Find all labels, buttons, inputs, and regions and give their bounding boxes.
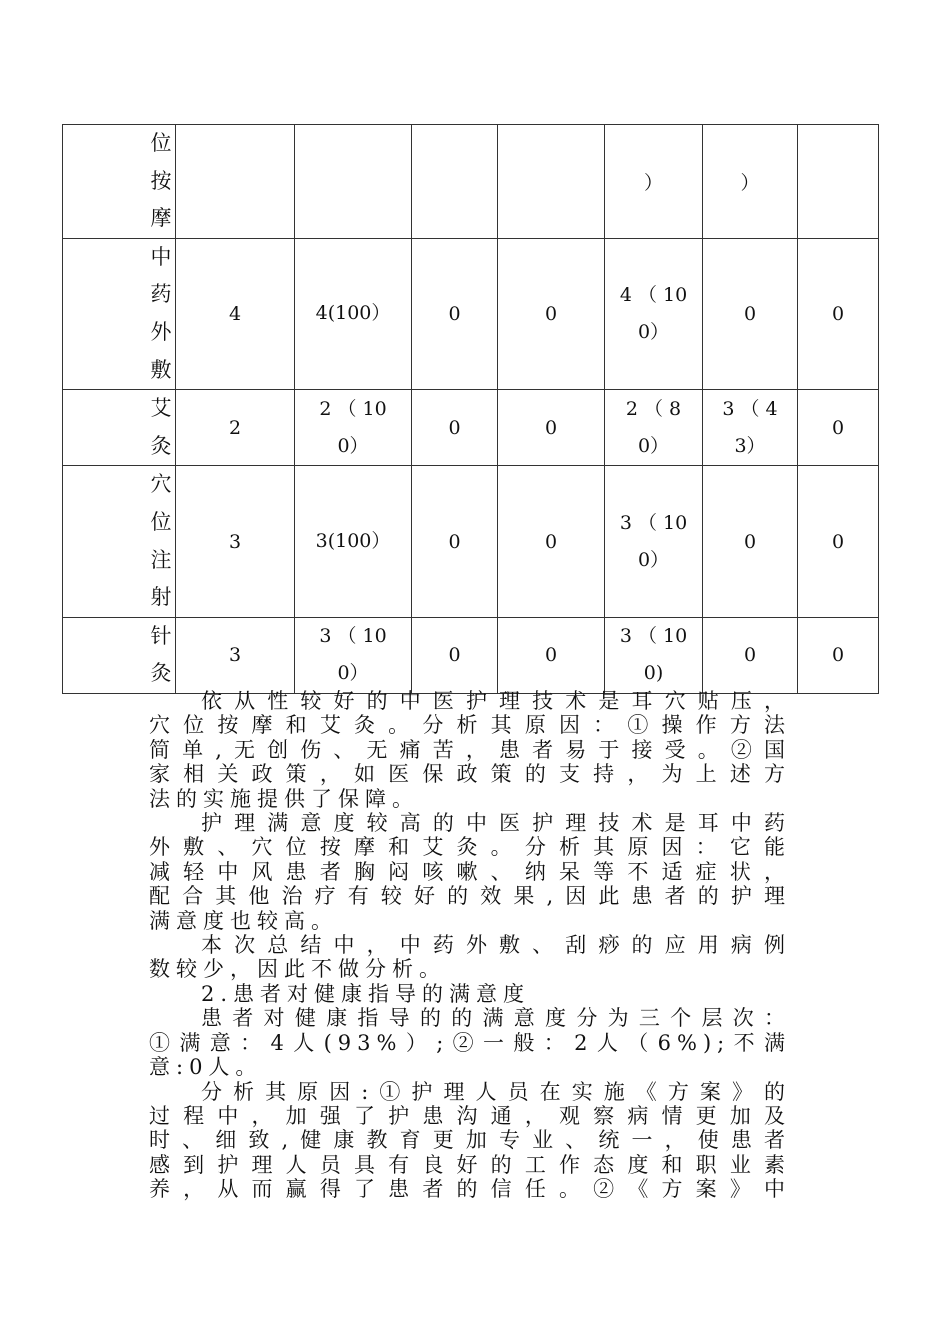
table-cell	[295, 466, 412, 617]
table-cell	[295, 125, 412, 239]
table-cell: 0	[703, 466, 798, 617]
table-cell	[176, 125, 295, 239]
paragraph-line: 法的实施提供了保障。	[149, 786, 419, 811]
table-cell: 0	[703, 238, 798, 389]
paragraph-line: 患者对健康指导的的满意度分为三个层次：	[201, 1006, 791, 1031]
paragraph-line: 外敷、穴位按摩和艾灸。分析其原因：它能	[149, 835, 791, 860]
table-cell: 0	[798, 390, 879, 466]
cell-text: 3 （ 43）	[722, 397, 778, 457]
row-label-cell	[63, 617, 176, 693]
paragraph-line: 过程中，加强了护患沟通，观察病情更加及	[149, 1103, 791, 1128]
row-label-cell	[63, 238, 176, 389]
table-cell: 0	[798, 466, 879, 617]
table-cell: 0	[798, 238, 879, 389]
table-cell: 0	[703, 617, 798, 693]
row-label: 穴位注射	[150, 472, 172, 610]
cell-text: 2 （ 80）	[625, 397, 682, 457]
table-cell: 3	[176, 466, 295, 617]
table-cell	[605, 390, 703, 466]
table-cell: 2	[176, 390, 295, 466]
row-label: 中药外敷	[150, 244, 172, 382]
paragraph-line: 简单,无创伤、无痛苦，患者易于接受。②国	[149, 737, 791, 762]
table-cell: 0	[412, 390, 498, 466]
table-row	[63, 617, 879, 693]
table-cell	[295, 390, 412, 466]
table-cell	[605, 617, 703, 693]
cell-text: 4 （ 100）	[619, 283, 688, 343]
table-cell: 0	[498, 390, 605, 466]
table-cell: 0	[498, 238, 605, 389]
table-cell: ）	[703, 125, 798, 239]
table-cell	[498, 125, 605, 239]
paragraph-line: 减轻中风患者胸闷咳嗽、纳呆等不适症状，	[149, 859, 791, 884]
row-label-cell	[63, 125, 176, 239]
table-cell	[295, 238, 412, 389]
row-label: 艾灸	[150, 396, 172, 458]
table-row	[63, 390, 879, 466]
table-cell	[798, 125, 879, 239]
cell-text: 3 （ 100）	[319, 625, 387, 685]
table-cell	[605, 238, 703, 389]
paragraph-line: 感到护理人员具有良好的工作态度和职业素	[149, 1152, 791, 1177]
table-cell	[703, 390, 798, 466]
nursing-technique-table	[62, 124, 879, 694]
paragraph-line: 家相关政策，如医保政策的支持，为上述方	[149, 762, 791, 787]
table-cell: 0	[412, 466, 498, 617]
section-heading: 2.患者对健康指导的满意度	[201, 981, 531, 1006]
table-cell: 0	[498, 466, 605, 617]
table-row	[63, 125, 879, 239]
table-cell	[605, 466, 703, 617]
table-row	[63, 238, 879, 389]
cell-text: 3(100）	[315, 530, 391, 553]
paragraph-line: 配合其他治疗有较好的效果,因此患者的护理	[149, 884, 791, 909]
cell-text: 2 （ 100）	[319, 397, 387, 457]
body-text	[149, 689, 791, 1202]
table-cell: 0	[798, 617, 879, 693]
table-cell	[295, 617, 412, 693]
paragraph-line: 穴位按摩和艾灸。分析其原因：①操作方法	[149, 713, 791, 738]
table-cell: 0	[412, 238, 498, 389]
table-cell: 4	[176, 238, 295, 389]
paragraph-line: 养，从而赢得了患者的信任。②《方案》中	[149, 1177, 791, 1202]
table-cell	[412, 125, 498, 239]
table-row	[63, 466, 879, 617]
paragraph-line: 依从性较好的中医护理技术是耳穴贴压，	[201, 689, 791, 713]
row-label-cell	[63, 390, 176, 466]
paragraph-line: 时、细致,健康教育更加专业、统一，使患者	[149, 1128, 791, 1153]
cell-text: 3 （ 100）	[619, 511, 688, 571]
cell-text: 3 （ 100)	[619, 625, 688, 685]
paragraph-line: ①满意：4人(93%）;②一般：2人（6%);不满	[149, 1030, 791, 1055]
row-label: 针灸	[150, 623, 172, 686]
paragraph-line: 数较少，因此不做分析。	[149, 957, 446, 982]
paragraph-line: 满意度也较高。	[149, 908, 338, 933]
table-cell: ）	[605, 125, 703, 239]
table-cell: 3	[176, 617, 295, 693]
row-label-cell	[63, 466, 176, 617]
paragraph-line: 分析其原因:①护理人员在实施《方案》的	[201, 1079, 791, 1104]
paragraph-line: 护理满意度较高的中医护理技术是耳中药	[201, 811, 791, 836]
paragraph-line: 本次总结中，中药外敷、刮痧的应用病例	[201, 933, 791, 958]
row-label: 位按摩	[150, 131, 172, 231]
cell-text: 4(100）	[315, 302, 391, 325]
paragraph-line: 意:0人。	[149, 1055, 263, 1080]
table-cell: 0	[498, 617, 605, 693]
table-cell: 0	[412, 617, 498, 693]
